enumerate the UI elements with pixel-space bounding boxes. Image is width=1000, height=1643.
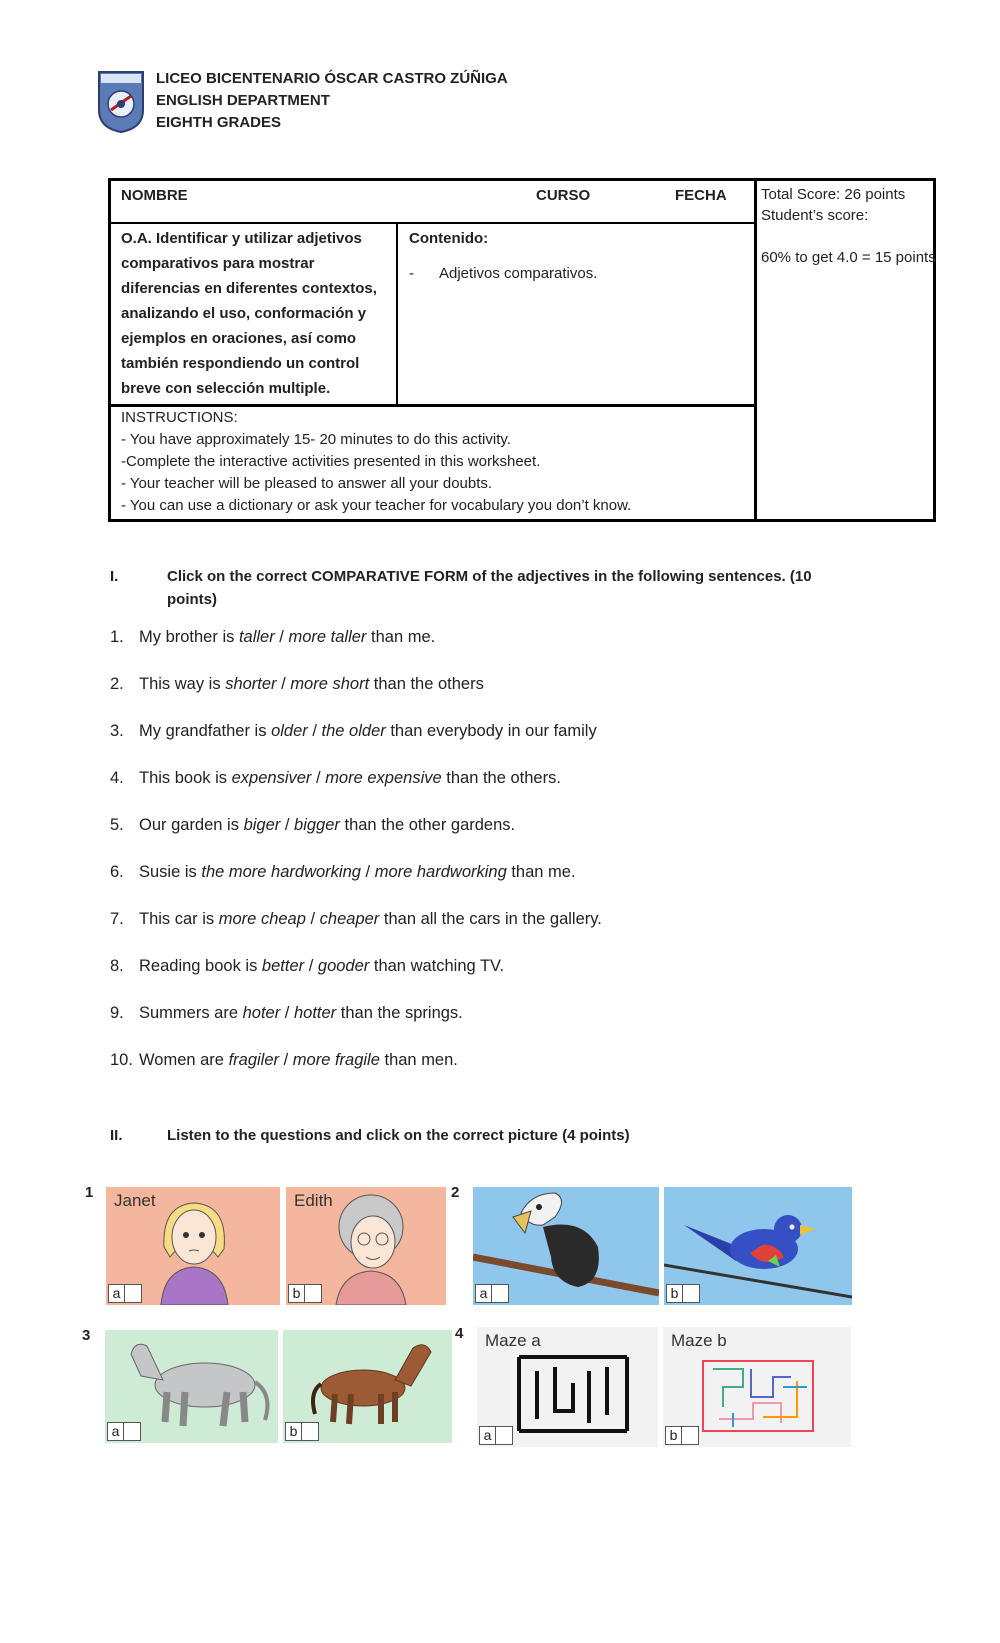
question-number: 1. bbox=[110, 628, 124, 646]
question-text-end: than the springs. bbox=[336, 1004, 463, 1022]
picture-maze-b[interactable] bbox=[663, 1327, 851, 1447]
school-crest-logo bbox=[97, 70, 145, 134]
option-separator: / bbox=[274, 628, 289, 646]
option-letter: a bbox=[108, 1423, 124, 1440]
option-separator: / bbox=[311, 769, 326, 787]
option-separator: / bbox=[305, 910, 320, 928]
question-text-end: than everybody in our family bbox=[385, 722, 597, 740]
option-a[interactable]: older bbox=[271, 722, 308, 740]
checkbox-b[interactable] bbox=[666, 1284, 700, 1303]
question-text: Reading book is bbox=[139, 957, 262, 975]
question-number: 3. bbox=[110, 722, 124, 740]
option-a[interactable]: expensiver bbox=[231, 769, 312, 787]
option-b[interactable]: more hardworking bbox=[374, 863, 507, 881]
question-number: 10. bbox=[110, 1051, 133, 1069]
section1-numeral: I. bbox=[110, 568, 119, 585]
picture-edith[interactable] bbox=[286, 1187, 446, 1305]
content-box bbox=[399, 224, 754, 404]
checkbox-a[interactable] bbox=[108, 1284, 142, 1303]
question-item bbox=[110, 1004, 463, 1023]
option-separator: / bbox=[280, 1004, 294, 1022]
department-name: ENGLISH DEPARTMENT bbox=[156, 92, 330, 109]
question-number: 6. bbox=[110, 863, 124, 881]
question-text-end: than me. bbox=[506, 863, 576, 881]
info-table bbox=[108, 178, 936, 522]
picture-maze-a[interactable] bbox=[477, 1327, 658, 1447]
option-letter: a bbox=[109, 1285, 125, 1302]
checkbox-b[interactable] bbox=[285, 1422, 319, 1441]
question-text-end: than me. bbox=[366, 628, 436, 646]
option-a[interactable]: better bbox=[261, 957, 305, 975]
option-a[interactable]: shorter bbox=[225, 675, 277, 693]
question-item bbox=[110, 816, 515, 835]
question-item bbox=[110, 863, 576, 882]
course-label: CURSO bbox=[536, 187, 591, 204]
option-letter: a bbox=[480, 1427, 496, 1444]
checkbox-a[interactable] bbox=[479, 1426, 513, 1445]
question-number: 4. bbox=[110, 769, 124, 787]
picture-janet[interactable] bbox=[106, 1187, 280, 1305]
column-divider bbox=[754, 181, 757, 519]
option-letter: a bbox=[476, 1285, 492, 1302]
option-letter: b bbox=[289, 1285, 305, 1302]
question-text: Women are bbox=[139, 1051, 229, 1069]
option-b[interactable]: more taller bbox=[288, 628, 367, 646]
checkbox-b[interactable] bbox=[288, 1284, 322, 1303]
option-b[interactable]: bigger bbox=[294, 816, 340, 834]
section1-title: Click on the correct COMPARATIVE FORM of the adjectives in the following sentences. (10 points) bbox=[167, 568, 812, 608]
question-number: 5. bbox=[110, 816, 124, 834]
option-separator: / bbox=[279, 1051, 293, 1069]
group-number: 2 bbox=[451, 1184, 460, 1201]
group-number: 4 bbox=[455, 1325, 464, 1342]
question-text: Susie is bbox=[139, 863, 202, 881]
question-text: Our garden is bbox=[139, 816, 244, 834]
option-letter: b bbox=[286, 1423, 302, 1440]
option-separator: / bbox=[307, 722, 322, 740]
question-text-end: than the other gardens. bbox=[339, 816, 516, 834]
question-number: 8. bbox=[110, 957, 124, 975]
question-number: 2. bbox=[110, 675, 124, 693]
question-text: My brother is bbox=[139, 628, 239, 646]
instructions-title: INSTRUCTIONS: bbox=[121, 409, 238, 426]
school-header bbox=[156, 68, 508, 134]
option-separator: / bbox=[280, 816, 295, 834]
instruction-line: - You can use a dictionary or ask your teacher for vocabulary you don’t know. bbox=[121, 497, 632, 514]
instruction-line: - You have approximately 15- 20 minutes to do this activity. bbox=[121, 431, 511, 448]
picture-vulture[interactable] bbox=[473, 1187, 659, 1305]
checkbox-b[interactable] bbox=[665, 1426, 699, 1445]
question-item bbox=[110, 722, 597, 741]
option-separator: / bbox=[276, 675, 291, 693]
question-text-end: than watching TV. bbox=[369, 957, 505, 975]
instruction-line: - Your teacher will be pleased to answer all your doubts. bbox=[121, 475, 493, 492]
picture-brown-horse[interactable] bbox=[283, 1330, 452, 1443]
score-box bbox=[761, 184, 936, 268]
question-item bbox=[110, 910, 602, 929]
picture-label: Maze a bbox=[485, 1331, 541, 1350]
group-number: 3 bbox=[82, 1327, 91, 1344]
name-label: NOMBRE bbox=[121, 187, 188, 204]
option-b[interactable]: more expensive bbox=[325, 769, 442, 787]
picture-small-bird[interactable] bbox=[664, 1187, 852, 1305]
school-name: LICEO BICENTENARIO ÓSCAR CASTRO ZÚÑIGA bbox=[156, 70, 508, 87]
picture-label: Janet bbox=[114, 1191, 156, 1210]
question-number: 7. bbox=[110, 910, 124, 928]
question-text: This way is bbox=[139, 675, 226, 693]
option-a[interactable]: taller bbox=[238, 628, 275, 646]
checkbox-a[interactable] bbox=[107, 1422, 141, 1441]
question-text-end: than all the cars in the gallery. bbox=[379, 910, 602, 928]
picture-grey-horse[interactable] bbox=[105, 1330, 278, 1443]
question-text: This book is bbox=[139, 769, 232, 787]
instructions bbox=[121, 407, 631, 517]
student-row bbox=[111, 181, 754, 224]
grade-level: EIGHTH GRADES bbox=[156, 114, 282, 131]
option-b[interactable]: more fragile bbox=[292, 1051, 380, 1069]
total-score: Total Score: 26 points bbox=[761, 186, 906, 203]
picture-label: Edith bbox=[294, 1191, 333, 1210]
checkbox-a[interactable] bbox=[475, 1284, 509, 1303]
question-text-end: than the others bbox=[369, 675, 484, 693]
option-b[interactable]: cheaper bbox=[319, 910, 380, 928]
option-separator: / bbox=[304, 957, 318, 975]
option-a[interactable]: more cheap bbox=[218, 910, 306, 928]
content-bullet: - bbox=[409, 265, 414, 282]
question-text-end: than men. bbox=[379, 1051, 458, 1069]
question-item bbox=[110, 957, 504, 976]
question-item bbox=[110, 769, 561, 788]
section2-numeral: II. bbox=[110, 1127, 123, 1144]
group-number: 1 bbox=[85, 1184, 94, 1201]
content-item: Adjetivos comparativos. bbox=[439, 265, 598, 282]
option-separator: / bbox=[360, 863, 375, 881]
option-b[interactable]: the older bbox=[321, 722, 386, 740]
question-number: 9. bbox=[110, 1004, 124, 1022]
option-a[interactable]: hoter bbox=[242, 1004, 281, 1022]
option-a[interactable]: biger bbox=[243, 816, 281, 834]
option-a[interactable]: fragiler bbox=[228, 1051, 280, 1069]
passing-score: 60% to get 4.0 = 15 points bbox=[761, 249, 936, 266]
option-letter: b bbox=[667, 1285, 683, 1302]
option-a[interactable]: the more hardworking bbox=[201, 863, 361, 881]
question-item bbox=[110, 1051, 458, 1070]
question-text-end: than the others. bbox=[441, 769, 561, 787]
question-text: Summers are bbox=[139, 1004, 243, 1022]
option-b[interactable]: hotter bbox=[293, 1004, 337, 1022]
learning-objective: O.A. Identificar y utilizar adjetivos comparativos para mostrar diferencias en diferentes contextos, analizando el uso, conformación y ejemplos en oraciones, así como también respondiendo un control breve con selección multiple. bbox=[111, 224, 398, 404]
instruction-line: -Complete the interactive activities presented in this worksheet. bbox=[121, 453, 541, 470]
option-b[interactable]: more short bbox=[290, 675, 370, 693]
question-text: This car is bbox=[139, 910, 219, 928]
picture-label: Maze b bbox=[671, 1331, 727, 1350]
student-score-label: Student’s score: bbox=[761, 207, 869, 224]
content-label: Contenido: bbox=[409, 230, 489, 247]
date-label: FECHA bbox=[675, 187, 727, 204]
option-b[interactable]: gooder bbox=[317, 957, 370, 975]
question-item bbox=[110, 628, 435, 647]
question-item bbox=[110, 675, 484, 694]
section2-title: Listen to the questions and click on the correct picture (4 points) bbox=[167, 1127, 630, 1144]
question-text: My grandfather is bbox=[139, 722, 272, 740]
option-letter: b bbox=[666, 1427, 682, 1444]
